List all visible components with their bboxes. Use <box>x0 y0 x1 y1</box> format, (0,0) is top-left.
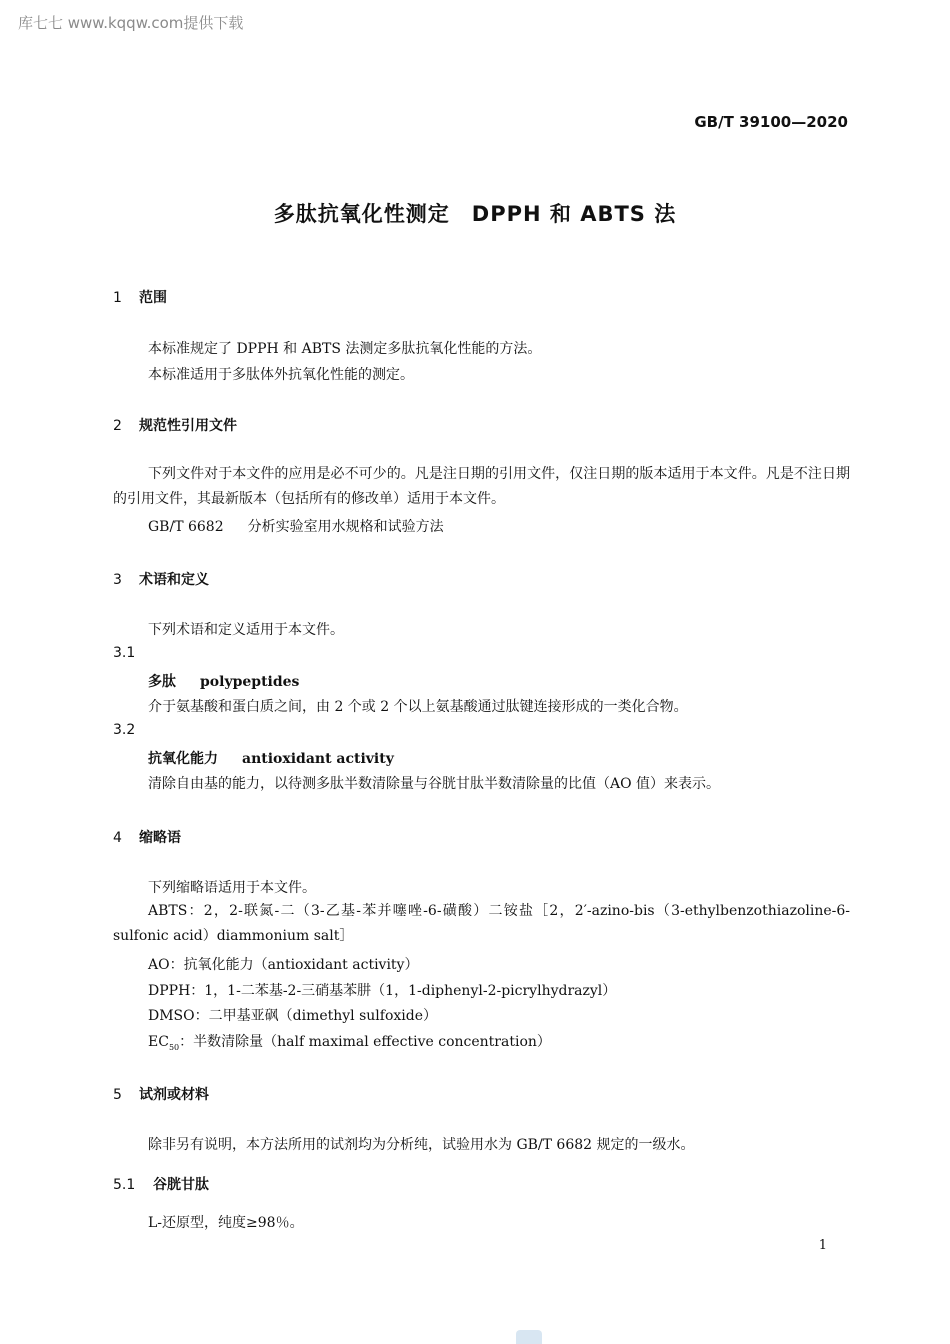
paragraph: 下列文件对于本文件的应用是必不可少的。凡是注日期的引用文件，仅注日期的版本适用于本文件。凡是不注日期的引用文件，其最新版本（包括所有的修改单）适用于本文件。 <box>113 466 850 507</box>
term-zh: 多肽 <box>148 674 176 690</box>
abbreviation-ec50 <box>148 1031 551 1052</box>
section-title: 规范性引用文件 <box>139 418 237 434</box>
abbreviation-ao: AO：抗氧化能力（antioxidant activity） <box>148 957 419 973</box>
section-number: 4 <box>113 830 122 846</box>
section-number: 1 <box>113 290 122 306</box>
section-2-heading <box>113 415 237 435</box>
abbreviation-ec-text: ：半数清除量（half maximal effective concentration） <box>179 1034 551 1050</box>
section-5-1-heading <box>113 1174 209 1194</box>
reference-title: 分析实验室用水规格和试验方法 <box>247 519 444 535</box>
section-5-heading <box>113 1084 209 1104</box>
watermark-text: 库七七 www.kqqw.com提供下载 <box>18 14 244 32</box>
term-en: antioxidant activity <box>242 751 394 767</box>
paragraph: 下列术语和定义适用于本文件。 <box>148 622 344 638</box>
section-number: 3 <box>113 572 122 588</box>
paragraph: L-还原型，纯度≥98％。 <box>148 1215 304 1231</box>
section-title: 术语和定义 <box>139 572 209 588</box>
section-number: 5.1 <box>113 1177 136 1193</box>
page-number: 1 <box>818 1238 827 1253</box>
paragraph: 除非另有说明，本方法所用的试剂均为分析纯，试验用水为 GB/T 6682 规定的一级水。 <box>148 1137 695 1153</box>
term-zh: 抗氧化能力 <box>148 751 218 767</box>
section-3-heading <box>113 569 209 589</box>
section-title: 谷胱甘肽 <box>153 1177 209 1193</box>
term-entry <box>148 748 394 768</box>
abbreviation-dpph: DPPH：1，1-二苯基-2-三硝基苯肼（1，1-diphenyl-2-picrylhydrazyl） <box>148 983 617 999</box>
abbreviation-ec-base: EC <box>148 1034 169 1050</box>
term-number: 3.1 <box>113 645 136 661</box>
term-en: polypeptides <box>200 674 300 690</box>
section-title: 试剂或材料 <box>139 1087 209 1103</box>
abbreviation-ec-subscript: 50 <box>168 1042 180 1052</box>
paragraph: 本标准适用于多肽体外抗氧化性能的测定。 <box>148 367 414 383</box>
section-number: 2 <box>113 418 122 434</box>
paragraph: 下列缩略语适用于本文件。 <box>148 880 316 896</box>
bottom-decoration <box>516 1330 542 1344</box>
paragraph: 本标准规定了 DPPH 和 ABTS 法测定多肽抗氧化性能的方法。 <box>148 341 542 357</box>
section-title: 缩略语 <box>139 830 181 846</box>
standard-code: GB/T 39100—2020 <box>694 113 848 131</box>
term-definition: 清除自由基的能力，以待测多肽半数清除量与谷胱甘肽半数清除量的比值（AO 值）来表示。 <box>148 776 721 792</box>
term-number: 3.2 <box>113 722 136 738</box>
abbreviation-dmso: DMSO：二甲基亚砜（dimethyl sulfoxide） <box>148 1008 438 1024</box>
section-4-heading <box>113 827 181 847</box>
section-number: 5 <box>113 1087 122 1103</box>
section-1-heading <box>113 287 167 307</box>
term-entry <box>148 671 299 691</box>
normative-reference <box>148 516 444 536</box>
document-title: 多肽抗氧化性测定 DPPH 和 ABTS 法 <box>273 202 677 226</box>
section-title: 范围 <box>139 290 167 306</box>
term-definition: 介于氨基酸和蛋白质之间，由 2 个或 2 个以上氨基酸通过肽键连接形成的一类化合物。 <box>148 699 688 715</box>
abbreviation-abts: ABTS：2，2-联氮-二（3-乙基-苯并噻唑-6-磺酸）二铵盐［2，2′-azino-bis（3-ethylbenzothiazoline-6-sulfonic acid）diammonium salt］ <box>113 903 850 944</box>
reference-code: GB/T 6682 <box>148 519 224 535</box>
